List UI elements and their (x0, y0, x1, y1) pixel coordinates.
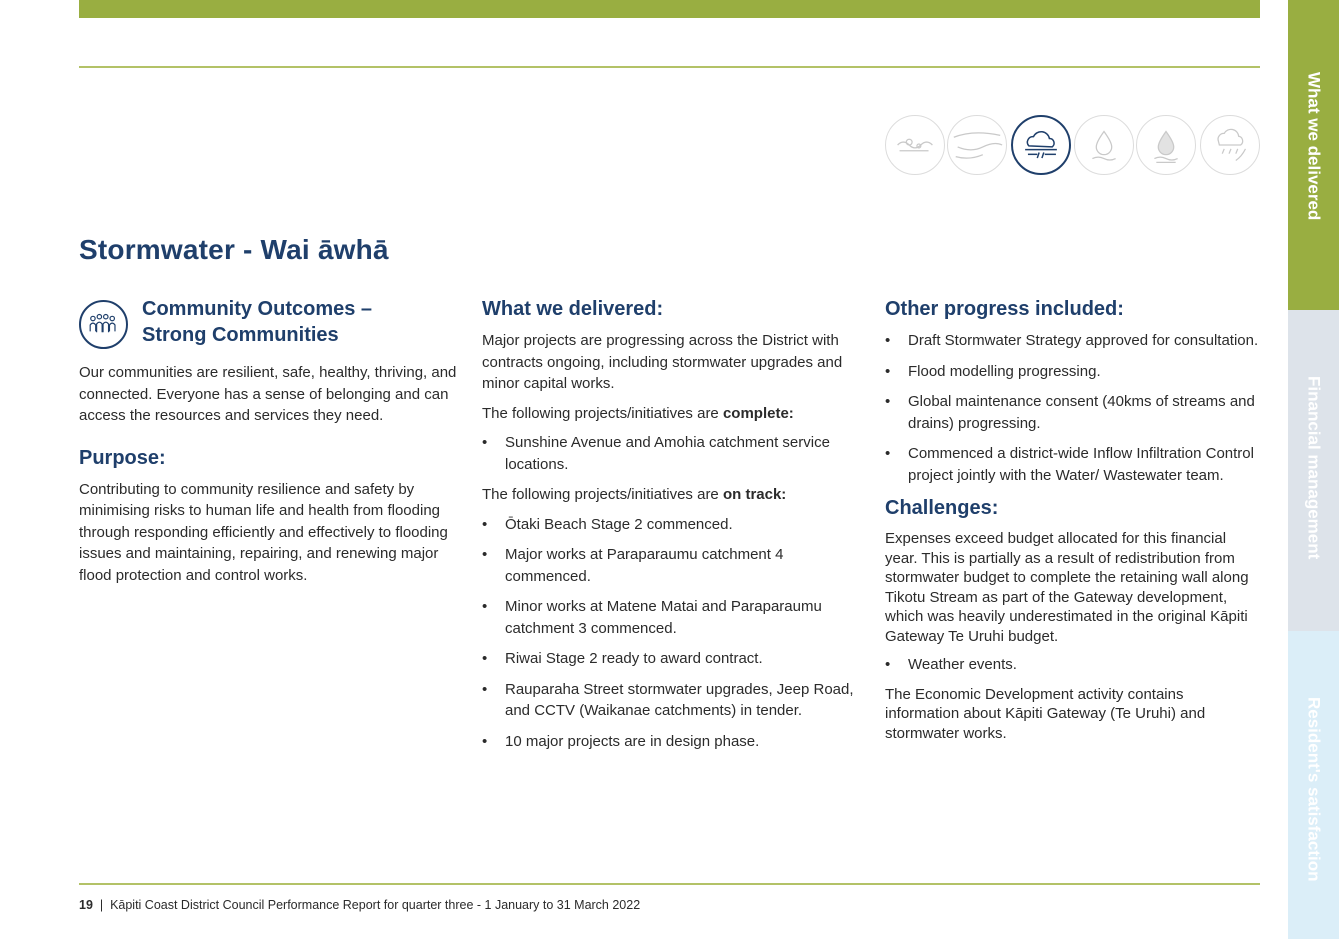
activity-icon-row (885, 115, 1260, 175)
footer-separator: | (99, 898, 104, 912)
outcome-title-line-1: Community Outcomes – (142, 298, 373, 320)
list-item: • Rauparaha Street stormwater upgrades, Jeep Road, and CCTV (Waikanae catchments) in tender. (482, 679, 862, 722)
delivered-column (482, 294, 862, 761)
list-item: • Major works at Paraparaumu catchment 4 commenced. (482, 544, 862, 587)
ontrack-label: on track: (722, 486, 787, 503)
list-item: • Draft Stormwater Strategy approved for consultation. (885, 330, 1260, 352)
tab-what-we-delivered[interactable] (1288, 0, 1339, 310)
tab-residents-satisfaction[interactable] (1288, 631, 1339, 939)
list-item: • Minor works at Matene Matai and Paraparaumu catchment 3 commenced. (482, 596, 862, 639)
page-footer (79, 898, 640, 912)
purpose-text: Contributing to community resilience and safety by minimising risks to human life and health from flooding through responding efficiently and effectively to flooding issues and maintaining, repairing, and renewing major flood protection and control works. (79, 480, 448, 584)
header-divider (79, 66, 1260, 68)
challenges-note: The Economic Development activity contains information about Kāpiti Gateway (Te Uruhi) and stormwater works. (885, 685, 1206, 742)
community-outcomes-header (79, 294, 459, 362)
list-item: • Riwai Stage 2 ready to award contract. (482, 648, 862, 670)
challenges-list (885, 654, 1260, 676)
community-outcomes-text: Our communities are resilient, safe, healthy, thriving, and connected. Everyone has a sense of belonging and can access the resources and services they need. (79, 364, 457, 424)
complete-list (482, 432, 862, 475)
other-progress-heading: Other progress included: (885, 298, 1124, 320)
outcome-title-line-2: Strong Communities (142, 324, 339, 346)
community-outcomes-title (142, 296, 372, 348)
challenges-heading: Challenges: (885, 497, 999, 519)
delivered-heading: What we delivered: (482, 298, 664, 320)
ontrack-intro (482, 484, 862, 506)
tab-label: What we delivered (1304, 72, 1324, 221)
progress-column (885, 294, 1260, 751)
community-people-icon (79, 300, 128, 349)
purpose-heading: Purpose: (79, 446, 166, 469)
list-item: • 10 major projects are in design phase. (482, 731, 862, 753)
list-item: • Flood modelling progressing. (885, 361, 1260, 383)
list-item: • Sunshine Avenue and Amohia catchment service locations. (482, 432, 862, 475)
coastal-icon[interactable] (885, 115, 945, 175)
rain-icon[interactable] (1200, 115, 1260, 175)
ontrack-list (482, 514, 862, 753)
complete-intro (482, 403, 862, 425)
complete-label: complete: (722, 404, 794, 422)
ontrack-intro-text: The following projects/initiatives are (482, 486, 723, 503)
stormwater-icon[interactable] (1011, 115, 1071, 175)
list-item: • Global maintenance consent (40kms of streams and drains) progressing. (885, 391, 1260, 434)
top-accent-bar (79, 0, 1260, 18)
delivered-intro: Major projects are progressing across the District with contracts ongoing, including stormwater upgrades and minor capital works. (482, 332, 843, 392)
page-number: 19 (79, 898, 93, 912)
tab-financial-management[interactable] (1288, 310, 1339, 631)
water-drop-icon[interactable] (1074, 115, 1134, 175)
page-title: Stormwater - Wai āwhā (79, 234, 389, 265)
list-item: • Ōtaki Beach Stage 2 commenced. (482, 514, 862, 536)
outcomes-column (79, 294, 459, 594)
tab-label: Financial management (1304, 376, 1324, 560)
list-item: • Commenced a district-wide Inflow Infiltration Control project jointly with the Water/ Wastewater team. (885, 443, 1260, 486)
tab-label: Resident's satisfaction (1304, 697, 1324, 882)
water-supply-icon[interactable] (1136, 115, 1196, 175)
complete-intro-text: The following projects/initiatives are (482, 404, 723, 422)
footer-text: Kāpiti Coast District Council Performance Report for quarter three - 1 January to 31 March 2022 (110, 898, 641, 912)
wave-icon[interactable] (947, 115, 1007, 175)
list-item: • Weather events. (885, 654, 1260, 676)
challenges-text: Expenses exceed budget allocated for this financial year. This is partially as a result of redistribution from stormwater budget to complete the retaining wall along Tikotu Stream as part of the Gateway development, which was heavily underestimated in the original Kāpiti Gateway Te Uruhi budget. (885, 530, 1249, 645)
other-progress-list (885, 330, 1260, 486)
footer-divider (79, 883, 1260, 885)
